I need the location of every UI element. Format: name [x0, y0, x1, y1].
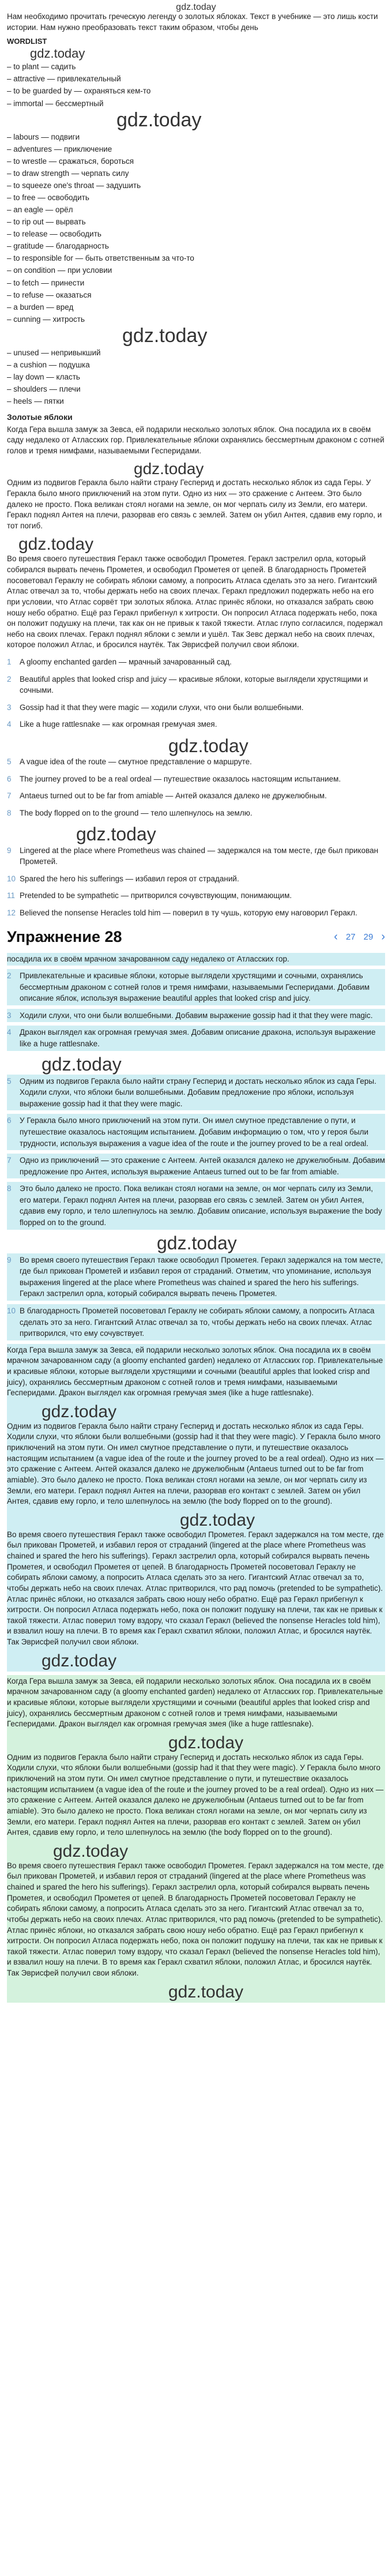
retelling-step: [7, 969, 385, 1005]
wordlist-item: – to free — освободить: [7, 193, 89, 202]
sentence-text: The journey proved to be a real ordeal — путешествие оказалось настоящим испытанием.: [20, 774, 341, 783]
watermark-final-0: gdz.today: [42, 1402, 117, 1421]
story-title: Золотые яблоки: [7, 412, 73, 422]
step-number: 6: [7, 1116, 12, 1125]
watermark-wordlist-2: gdz.today: [116, 108, 202, 131]
sentence-text: Believed the nonsense Heracles told him — поверил в ту чушь, которую ему наговорил Геракл.: [20, 908, 357, 917]
sentence-number: 12: [7, 908, 16, 917]
wordlist-item: – unused — непривыкший: [7, 348, 101, 358]
step-text: Одно из приключений — это сражение с Антеем. Антей оказался далеко не дружелюбным. Добавим предложение про Антея, используя выражение Antaeus turned out to be far from amiable.: [20, 1156, 385, 1176]
prev-arrow-icon[interactable]: ‹: [334, 930, 338, 944]
sentence-text: A gloomy enchanted garden — мрачный зачарованный сад.: [20, 658, 232, 667]
watermark-steps-2: gdz.today: [157, 1232, 237, 1253]
retelling-step: [7, 1154, 385, 1178]
exercise-title: Упражнение 28: [7, 928, 122, 946]
final-paragraph: Когда Гера вышла замуж за Зевса, ей подарили несколько золотых яблок. Она посадила их в своём мрачном зачарованном саду (a gloomy enchanted garden) недалеко от Атласских гор. Привлекательные и красивые яблоки, которые выглядели хрустящими и сочными (beautiful apples that looked crisp and juicy), охранялись бессмертным драконом с сотней голов и тремя нимфами, называемыми Гесперидами. Дракон выглядел как огромная гремучая змея (like a huge rattlesnake).: [7, 1345, 383, 1398]
wordlist-item: – an eagle — орёл: [7, 205, 73, 215]
sentence-item: [7, 719, 385, 730]
watermark-final2-2: gdz.today: [168, 1982, 244, 2002]
sentence-item: [7, 656, 385, 668]
sentence-text: Antaeus turned out to be far from amiable — Антей оказался далеко не дружелюбным.: [20, 791, 327, 801]
sentence-item: [7, 808, 385, 819]
story-paragraph: Когда Гера вышла замуж за Зевса, ей подарили несколько золотых яблок. Она посадила их в своём саду недалеко от Атласских гор. Привлекательные яблоки охранялись бессмертным драконом с сотней голов и тремя нимфами, называемыми Гесперидами.: [7, 425, 385, 455]
watermark-wordlist-3: gdz.today: [122, 324, 208, 347]
next-exercise-link[interactable]: 29: [363, 932, 374, 942]
sentence-item: [7, 702, 385, 714]
watermark-story-2: gdz.today: [18, 535, 94, 554]
wordlist-item: – to be guarded by — охраняться кем-то: [7, 87, 151, 96]
sentence-text: Gossip had it that they were magic — ходили слухи, что они были волшебными.: [20, 703, 304, 712]
final-paragraph-2: Во время своего путешествия Геракл также освободил Прометея. Геракл задержался на том месте, где был прикован Прометей, и избавил героя от страданий (lingered at the place where Prometheus was chained и spared the hero his sufferings). Геракл застрелил орла, который собирался вырвать печень Прометея, и освободил Прометея от цепей. В благодарность Прометей посоветовал Гераклу не собирать яблоки самому, а попросить Атласа сделать это за него. Гигантский Атлас отвечал за то, чтобы держать небо на своих плечах. Атлас притворился, что рад помочь (pretended to be sympathetic). Атлас принёс яблоки, но отказался забрать свою ношу небо обратно. Ещё раз Геракл прибегнул к хитрости. Он попросил Атласа подержать небо, пока он положит подушку на плечи, так как не привык к такой тяжести. Атлас поверил тому вздору, что сказал Геракл (believed the nonsense Heracles told him), и взвалил ношу на плечи. В то время как Геракл схватил яблоки, положил Атлас, и бросился наутёк. Так Эврисфей получил свои яблоки.: [7, 1861, 384, 1977]
step-text: Привлекательные и красивые яблоки, которые выглядели хрустящими и сочными, охранялись бессмертным драконом с сотней голов и тремя нимфами, называемыми Гесперидами. Добавим описание яблок, используя выражение beautiful apples that looked crisp and juicy.: [20, 971, 370, 1003]
final-text-block: [7, 1344, 385, 1672]
sentence-item: [7, 756, 385, 768]
sentence-number: 6: [7, 774, 12, 783]
retelling-step: [7, 1253, 385, 1301]
prev-exercise-link[interactable]: 27: [345, 932, 356, 942]
sentence-number: 4: [7, 720, 12, 729]
retelling-step: [7, 1075, 385, 1111]
sentence-item: [7, 790, 385, 802]
step-text: Ходили слухи, что они были волшебными. Добавим выражение gossip had it that they were magic.: [20, 1011, 373, 1020]
sentence-text: Like a huge rattlesnake — как огромная гремучая змея.: [20, 720, 217, 729]
final-paragraph: Одним из подвигов Геракла было найти страну Гесперид и достать несколько яблок из сада Геры. Ходили слухи, что яблоки были волшебными (gossip had it that they were magic). У Геракла было много приключений на этом пути. Он имел смутное представление о пути, и путешествие оказалось настоящим испытанием (a vague idea of the route и the journey proved to be a real ordeal). Одно из них — это сражение с Антеем. Антей оказался далеко не дружелюбным (Antaeus turned out to be far from amiable). Это было далеко не просто. Пока великан стоял ногами на земле, он мог черпать силу из Земли, его матери. Геракл поднял Антея на плечи, разорвав его контакт с землей. Затем он убил Антея, сдавив ему горло, и тело шлепнулось на землю (the body flopped on to the ground).: [7, 1421, 384, 1506]
wordlist-item: – lay down — класть: [7, 373, 80, 382]
watermark-sentences-1: gdz.today: [168, 735, 248, 756]
step-text: Одним из подвигов Геракла было найти страну Гесперид и достать несколько яблок из сада Геры. Ходили слухи, что яблоки были волшебными. Добавим предложение про яблоки, используя выражение gossip had it that they were magic.: [20, 1076, 376, 1108]
wordlist: [7, 47, 385, 407]
retelling-intro: посадила их в своём мрачном зачарованном саду недалеко от Атласских гор.: [7, 953, 385, 966]
wordlist-item: – a cushion — подушка: [7, 361, 90, 370]
step-text: Во время своего путешествия Геракл также освободил Прометея. Геракл задержался на том месте, где был прикован Прометей и избавил героя от страданий. Отметим, что упоминание, используя выражения lingered at the place where Prometheus was chained и spared the hero his sufferings. Геракл застрелил орла, который собирался вырвать печень Прометея.: [20, 1255, 383, 1298]
exercise-header: [7, 926, 385, 948]
wordlist-item: – labours — подвиги: [7, 132, 80, 141]
wordlist-item: – gratitude — благодарность: [7, 242, 109, 251]
step-number: 5: [7, 1076, 12, 1086]
final-paragraph: Во время своего путешествия Геракл также освободил Прометея. Геракл задержался на том месте, где был прикован Прометей, и избавил героя от страданий (lingered at the place where Prometheus was chained и spared the hero his sufferings). Геракл застрелил орла, который собирался вырвать печень Прометея, и освободил Прометея от цепей. В благодарность Прометей посоветовал Гераклу не собирать яблоки самому, а попросить Атласа сделать это за него. Гигантский Атлас отвечал за то, чтобы держать небо на своих плечах. Атлас притворился, что рад помочь (pretended to be sympathetic). Атлас принёс яблоки, но отказался забрать свою ношу небо обратно. Ещё раз Геракл прибегнул к хитрости. Он попросил Атласа подержать небо, пока он положит подушку на плечи, так как не привык к такой тяжести. Атлас поверил тому вздору, что сказал Геракл (believed the nonsense Heracles told him), и взвалил ношу на плечи. В то время как Геракл схватил яблоки, положил Атлас, и бросился наутёк. Так Эврисфей получил свои яблоки.: [7, 1530, 384, 1646]
final-paragraph-2: Одним из подвигов Геракла было найти страну Гесперид и достать несколько яблок из сада Геры. Ходили слухи, что яблоки были волшебными (gossip had it that they were magic). У Геракла было много приключений на этом пути. Он имел смутное представление о пути, и путешествие оказалось настоящим испытанием (a vague idea of the route и the journey proved to be a real ordeal). Одно из них — это сражение с Антеем. Антей оказался далеко не дружелюбным (Antaeus turned out to be far from amiable). Это было далеко не просто. Пока великан стоял ногами на земле, он мог черпать силу из Земли, его матери. Геракл поднял Антея на плечи, разорвав его контакт с землей. Затем он убил Антея, сдавив ему горло, и тело шлепнулось на землю (the body flopped on to the ground).: [7, 1752, 384, 1837]
sentence-number: 8: [7, 808, 12, 817]
story-paragraph: Одним из подвигов Геракла было найти страну Гесперид и достать несколько яблок из сада Геры. У Геракла было много приключений на этом пути. Одно из них — это сражение с Антеем. Это было далеко не просто. Пока великан стоял ногами на земле, он мог черпать силу из Земли, его матери. Геракл поднял Антея на плечи, разорвав его связь с землей. Затем он убил Антея, сдавив ему горло, и тот погиб.: [7, 478, 382, 530]
sentence-number: 9: [7, 846, 12, 855]
sentences-list: [7, 656, 385, 918]
final-text-block-2: [7, 1675, 385, 2003]
retelling-steps: [7, 969, 385, 1340]
watermark-final2-1: gdz.today: [53, 1841, 129, 1861]
next-arrow-icon[interactable]: ›: [381, 930, 385, 944]
wordlist-item: – shoulders — плечи: [7, 385, 81, 394]
sentence-text: Beautiful apples that looked crisp and juicy — красивые яблоки, которые выглядели хрустящими и сочными.: [20, 674, 368, 695]
wordlist-item: – attractive — привлекательный: [7, 74, 121, 84]
wordlist-item: – to plant — садить: [7, 62, 76, 72]
sentence-text: The body flopped on to the ground — тело шлепнулось на землю.: [20, 808, 252, 817]
wordlist-item: – to rip out — вырвать: [7, 217, 86, 227]
step-number: 7: [7, 1156, 12, 1165]
wordlist-item: – heels — пятки: [7, 397, 64, 406]
sentence-item: [7, 873, 385, 885]
sentence-number: 11: [7, 891, 16, 900]
exercise-nav: [334, 929, 385, 945]
sentence-number: 10: [7, 874, 16, 883]
watermark-steps-1: gdz.today: [42, 1053, 122, 1075]
retelling-step: [7, 1009, 385, 1023]
step-number: 8: [7, 1184, 12, 1193]
sentence-number: 2: [7, 674, 12, 684]
watermark-final2-0: gdz.today: [168, 1733, 244, 1752]
step-number: 4: [7, 1028, 12, 1037]
step-text: Это было далеко не просто. Пока великан стоял ногами на земле, он мог черпать силу из Земли, его матери. Геракл поднял Антея на плечи, разорвав его связь с землей. Затем он убил Антея, сдавив ему горло, и тело шлепнулось на землю. Добавим описание, используя выражение the body flopped on to the ground.: [20, 1184, 382, 1227]
wordlist-item: – to responsible for — быть ответственным за что-то: [7, 254, 194, 263]
sentence-number: 1: [7, 658, 12, 667]
sentence-number: 7: [7, 791, 12, 801]
sentence-item: [7, 890, 385, 902]
watermark-sentences-2: gdz.today: [76, 824, 156, 845]
story: [7, 425, 385, 651]
wordlist-item: – immortal — бессмертный: [7, 99, 104, 108]
step-number: 10: [7, 1306, 16, 1315]
retelling-step: [7, 1304, 385, 1340]
sentence-text: A vague idea of the route — смутное представление о маршруте.: [20, 757, 252, 767]
sentence-item: [7, 773, 385, 785]
retelling-step: [7, 1114, 385, 1150]
sentence-number: 3: [7, 703, 12, 712]
wordlist-item: – a burden — вред: [7, 302, 74, 311]
wordlist-item: – to draw strength — черпать силу: [7, 169, 129, 178]
intro-text: Нам необходимо прочитать греческую легенду о золотых яблоках. Текст в учебнике — это лишь кости истории. Нам нужно преобразовать текст таким образом, чтобы день: [7, 12, 378, 32]
retelling-step: [7, 1026, 385, 1050]
wordlist-item: – to squeeze one's throat — задушить: [7, 181, 141, 190]
sentence-item: [7, 845, 385, 868]
sentence-text: Spared the hero his sufferings — избавил героя от страданий.: [20, 874, 239, 883]
step-text: У Геракла было много приключений на этом пути. Он имел смутное представление о пути, и путешествие оказалось настоящим испытанием. Добавим информацию о том, что у героя были трудности, используя выражения a vague idea of the route и the journey proved to be a real ordeal.: [20, 1116, 369, 1148]
step-text: В благодарность Прометей посоветовал Гераклу не собирать яблоки самому, а попросить Атласа сделать это за него. Гигантский Атлас отвечал за то, чтобы держать небо на своих плечах. Атлас притворился, что ему сочувствует.: [20, 1306, 375, 1338]
step-number: 2: [7, 971, 12, 981]
sentence-text: Pretended to be sympathetic — притворился сочувствующим, понимающим.: [20, 891, 292, 900]
watermark-wordlist-1: gdz.today: [30, 46, 85, 61]
step-number: 3: [7, 1011, 12, 1020]
wordlist-item: – to fetch — принести: [7, 278, 85, 287]
final-paragraph-2: Когда Гера вышла замуж за Зевса, ей подарили несколько золотых яблок. Она посадила их в своём мрачном зачарованном саду (a gloomy enchanted garden) недалеко от Атласских гор. Привлекательные и красивые яблоки, которые выглядели хрустящими и сочными (beautiful apples that looked crisp and juicy), охранялись бессмертным драконом с сотней голов и тремя нимфами, называемыми Гесперидами. Дракон выглядел как огромная гремучая змея (like a huge rattlesnake).: [7, 1676, 383, 1729]
wordlist-item: – on condition — при условии: [7, 266, 112, 275]
sentence-text: Lingered at the place where Prometheus was chained — задержался на том месте, где был прикован Прометей.: [20, 846, 379, 866]
story-paragraph: Во время своего путешествия Геракл также освободил Прометея. Геракл застрелил орла, который собирался вырвать печень Прометея, и освободил Прометея от цепей. В благодарность Прометей посоветовал Гераклу не собирать яблоки самому, а попросить Атласа сделать это за него. Гигантский Атлас отвечал за то, чтобы держать небо на своих плечах. Геракл предложил подержать небо на его при условии, что Атлас сорвёт три золотых яблока. Атлас принёс яблоки, но отказался забрать свою ношу небо обратно. Ещё раз Геракл прибегнул к хитрости. Он попросил Атласа подержать небо, пока он положит подушку на плечи, так как он не привык к такой тяжести. Атлас глупо согласился, подержал небо на своих плечах. Геракл поднял яблоки с земли и ушёл. Так Зевс держал небо на своих плечах, которое положил Атлас, и бросился наутёк. Так Эврисфей получил свои яблоки.: [7, 554, 383, 649]
step-text: Дракон выглядел как огромная гремучая змея. Добавим описание дракона, используя выражение like a huge rattlesnake.: [20, 1028, 376, 1048]
sentence-item: [7, 907, 385, 919]
watermark-story-1: gdz.today: [134, 459, 204, 478]
wordlist-item: – to release — освободить: [7, 230, 101, 239]
watermark-final-1: gdz.today: [180, 1510, 255, 1530]
step-number: 9: [7, 1255, 12, 1264]
sentence-item: [7, 674, 385, 696]
watermark-top: gdz.today: [176, 2, 216, 12]
sentence-number: 5: [7, 757, 12, 767]
wordlist-title: WORDLIST: [7, 37, 47, 46]
wordlist-item: – adventures — приключение: [7, 145, 112, 153]
wordlist-item: – to wrestle — сражаться, бороться: [7, 157, 134, 166]
wordlist-item: – to refuse — оказаться: [7, 290, 92, 299]
retelling-step: [7, 1182, 385, 1229]
watermark-final-2: gdz.today: [42, 1651, 117, 1670]
wordlist-item: – cunning — хитрость: [7, 314, 85, 324]
